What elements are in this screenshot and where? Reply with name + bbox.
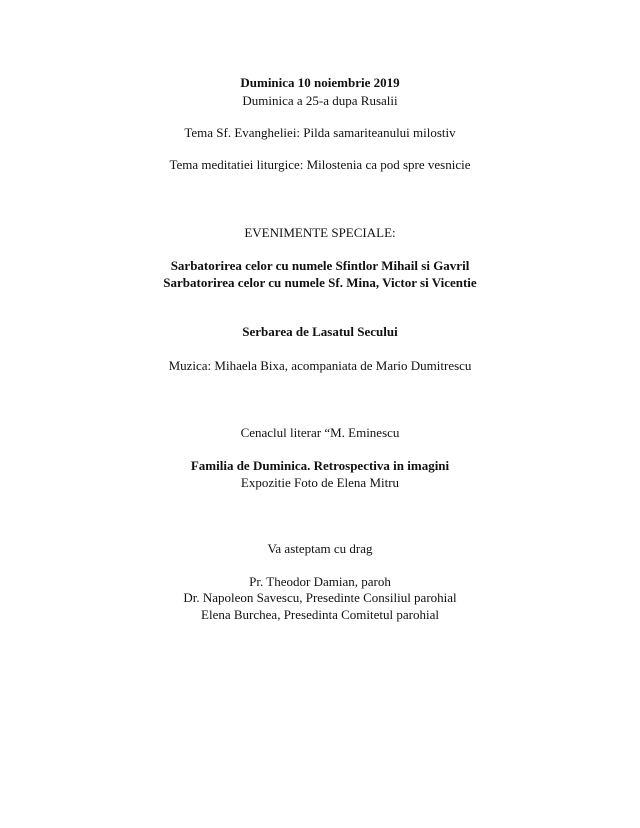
- music-line: Muzica: Mihaela Bixa, acompaniata de Mario Dumitrescu: [168, 358, 472, 373]
- signature-committee-president: Elena Burchea, Presedinta Comitetul parohial: [201, 607, 439, 622]
- celebration-line-1: Sarbatorirea celor cu numele Sfintlor Mihail si Gavril: [170, 258, 470, 273]
- signature-council-president: Dr. Napoleon Savescu, Presedinte Consiliul parohial: [183, 590, 457, 605]
- gospel-theme: Tema Sf. Evangheliei: Pilda samariteanului milostiv: [184, 125, 456, 140]
- events-heading: EVENIMENTE SPECIALE:: [244, 225, 396, 240]
- meditation-theme: Tema meditatiei liturgice: Milostenia ca pod spre vesnicie: [169, 157, 471, 172]
- literary-circle: Cenaclul literar “M. Eminescu: [240, 425, 400, 440]
- exhibition-subtitle: Expozitie Foto de Elena Mitru: [240, 475, 400, 490]
- exhibition-title: Familia de Duminica. Retrospectiva in imagini: [190, 458, 450, 473]
- date-heading: Duminica 10 noiembrie 2019: [240, 75, 400, 90]
- liturgical-sunday: Duminica a 25-a dupa Rusalii: [242, 93, 398, 108]
- invitation-line: Va asteptam cu drag: [267, 541, 373, 556]
- serbare-title: Serbarea de Lasatul Secului: [242, 324, 398, 339]
- signature-priest: Pr. Theodor Damian, paroh: [249, 574, 391, 589]
- celebration-line-2: Sarbatorirea celor cu numele Sf. Mina, Victor si Vicentie: [163, 275, 477, 290]
